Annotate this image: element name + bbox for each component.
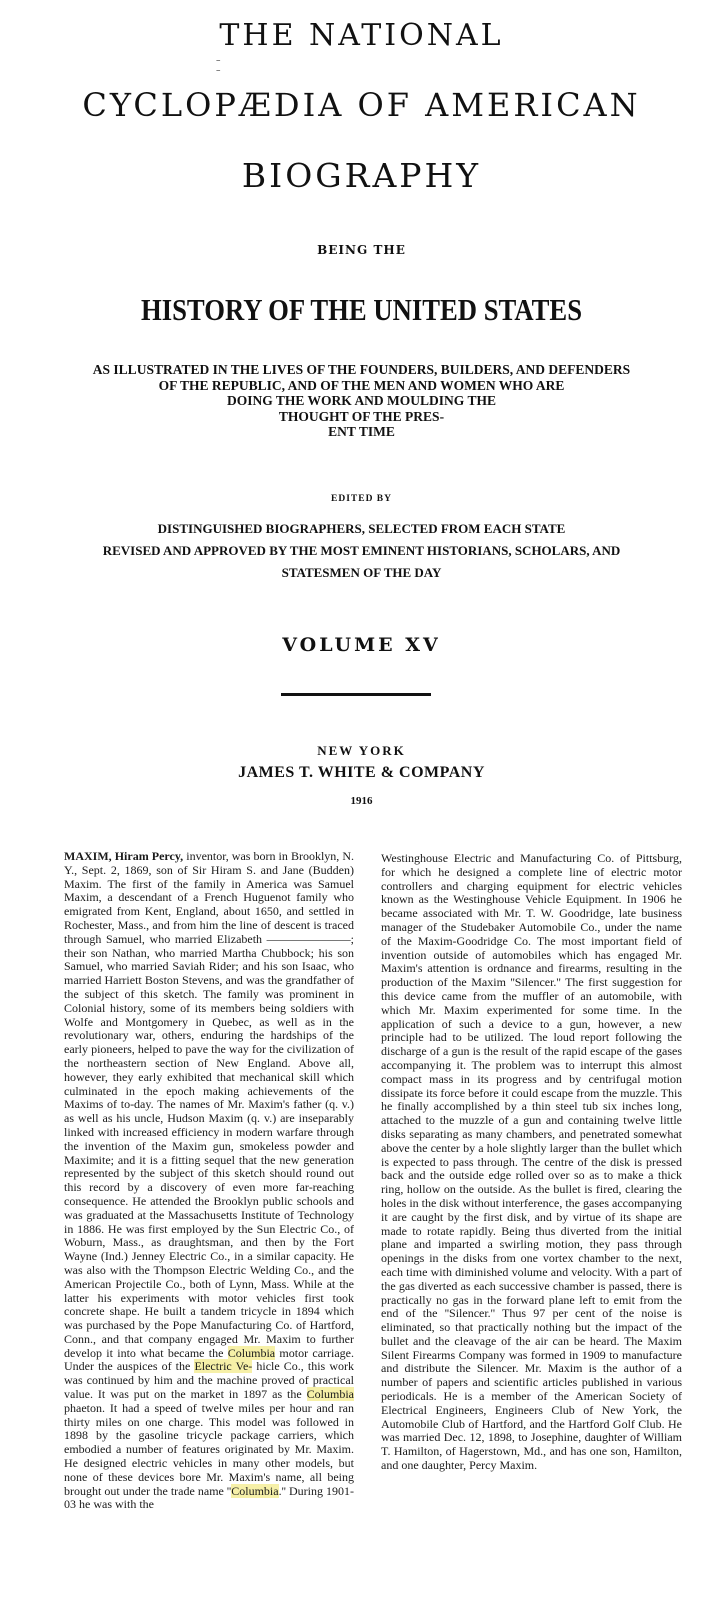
editors-line: DISTINGUISHED BIOGRAPHERS, SELECTED FROM EACH STATE <box>157 521 566 536</box>
editors-line: REVISED AND APPROVED BY THE MOST EMINENT HISTORIANS, SCHOLARS, AND <box>102 543 621 558</box>
article-column-right <box>381 852 682 1473</box>
title-line-3: BIOGRAPHY <box>241 156 482 195</box>
illustrated-line: ENT TIME <box>328 424 395 439</box>
publication-place: NEW YORK <box>317 743 406 758</box>
editors-line: STATESMEN OF THE DAY <box>281 565 442 580</box>
article-text: hicle Co., this work was continued by him and the machine proved of practical value. It was put on the market in 1897 as the <box>64 1359 354 1402</box>
illustrated-line: THOUGHT OF THE PRES- <box>278 408 445 424</box>
being-the-label: BEING THE <box>317 243 406 257</box>
publication-year: 1916 <box>350 795 373 807</box>
divider-rule <box>281 693 431 696</box>
article-text: phaeton. It had a speed of twelve miles per hour and ran thirty miles on one charge. This model was followed in 1898 by the gasoline tricycle package carriers, which embodied a number of features originated by Mr. Maxim. He designed electric vehicles in many other models, but none of these devices bore Mr. Maxim's name, all being brought out under the trade name '' <box>64 1400 354 1498</box>
illustrated-line: DOING THE WORK AND MOULDING THE <box>227 393 496 408</box>
volume-number: VOLUME XV <box>282 634 441 656</box>
edited-by-label: EDITED BY <box>331 494 392 504</box>
highlighted-term: Columbia <box>306 1387 354 1402</box>
highlighted-term: Electric Ve- <box>194 1359 253 1374</box>
highlighted-term: Columbia <box>231 1483 279 1498</box>
title-line-2: CYCLOPÆDIA OF AMERICAN <box>82 86 641 124</box>
article-paragraph: Westinghouse Electric and Manufacturing Co. of Pittsburg, for which he designed a complete line of electric motor controllers and charging equipment for electric vehicles known as the Westinghouse Vehicle Equipment. In 1906 he became associated with Mr. T. W. Goodridge, late business manager of the Studebaker Automobile Co., under the name of the Maxim-Goodridge Co. The most important field of invention outside of automobiles which has engaged Mr. Maxim's attention is ordnance and firearms, resulting in the production of the Maxim ''Silencer.'' The first suggestion for this device came from the muffler of an automobile, with which Mr. Maxim experimented for some time. In the application of such a device to a gun, however, a new principle had to be utilized. The loud report following the discharge of a gun is the result of the rapid escape of the gases accompanying it. The problem was to interrupt this almost compact mass in its progress and by centrifugal motion dissipate its force before it could escape from the muzzle. This he finally accomplished by a thin steel tub six inches long, attached to the muzzle of a gun and containing twelve little disks separating as many chambers, and penetrated somewhat above the center by a hole slightly larger than the bullet which is expected to pass through. The centre of the disk is pressed back and the outside edge rolled over so as to make a thick ring, hollow on the outside. As the bullet is fired, clearing the holes in the disk without interference, the gases accompanying it are caught by the first disk, and by virtue of its shape are made to rotate rapidly. Being thus diverted from the initial plane and imparted a swirling motion, they pass through openings in the disks from one vortex chamber to the next, each time with diminished volume and velocity. With a part of the gas diverted as each successive chamber is passed, there is practically no gas in the forward plane left to emit from the end of the ''Silencer.'' Thus 97 per cent of the noise is eliminated, so that practically nothing but the impact of the bullet and the cleavage of the air can be heard. The Maxim Silent Firearms Company was formed in 1909 to manufacture and distribute the Silencer. Mr. Maxim is the author of a number of papers and scientific articles published in various periodicals. He is a member of the American Society of Electrical Engineers, Engineers Club of New York, the Automobile Club of Hartford, and the Hartford Golf Club. He was married Dec. 12, 1898, to Josephine, daughter of William T. Hamilton, of Hagerstown, Md., and has one son, Hamilton, and one daughter, Percy Maxim. <box>381 851 682 1473</box>
article-paragraph <box>64 850 354 1512</box>
article-text: inventor, was born in Brooklyn, N. Y., Sept. 2, 1869, son of Sir Hiram S. and Jane (Budden) Maxim. The first of the family in America was Samuel Maxim, a descendant of a French Huguenot family who emigrated from Kent, England, about 1650, and settled in Rochester, Mass., and from him the line of descent is traced through Samuel, who married Elizabeth ———————; their son Nathan, who married Martha Chubbock; his son Samuel, who married Saviah Rider; and his son Isaac, who married Harriett Boston Stevens, and was the grandfather of the subject of this sketch. The family was prominent in Colonial history, some of its members being soldiers with Wolfe and Montgomery in Quebec, as well as in the revolutionary war, others, enduring the hardships of the early pioneers, helped to pave the way for the civilization of the northeastern section of New England. Above all, however, they early exhibited that mechanical skill which culminated in the epoch making achievements of the Maxims of to-day. The names of Mr. Maxim's father (q. v.) as well as his uncle, Hudson Maxim (q. v.) are inseparably linked with increased efficiency in modern warfare through the invention of the Maxim gun, smokeless powder and Maximite; and it is a fitting sequel that the new generation represented by the subject of this sketch should round out this record by a discovery of even more far-reaching consequence. He attended the Brooklyn public schools and was graduated at the Massachusetts Institute of Technology in 1886. He was first employed by the Sun Electric Co., of Woburn, Mass., as draughtsman, and then by the Fort Wayne (Ind.) Jenney Electric Co., in a similar capacity. He was also with the Thompson Electric Welding Co., and the American Projectile Co., both of Lynn, Mass. While at the latter his experiments with motor vehicles first took concrete shape. He built a tandem tricycle in 1894 which was purchased by the Pope Manufacturing Co. of Hartford, Conn., and that company engaged Mr. Maxim to further develop it into what became the <box>64 849 354 1360</box>
editors-statement <box>0 518 723 584</box>
ornament-mark: – – <box>216 56 221 76</box>
article-subject-name: MAXIM, Hiram Percy, <box>64 849 184 863</box>
title-line-1: THE NATIONAL <box>219 18 504 53</box>
article-text: motor carriage. Under the auspices of the <box>64 1345 355 1374</box>
history-heading: HISTORY OF THE UNITED STATES <box>140 292 583 327</box>
illustrated-line: AS ILLUSTRATED IN THE LIVES OF THE FOUNDERS, BUILDERS, AND DEFENDERS <box>92 362 631 377</box>
illustrated-subtitle <box>0 362 723 440</box>
illustrated-line: OF THE REPUBLIC, AND OF THE MEN AND WOMEN WHO ARE <box>158 377 565 393</box>
article-column-left <box>64 850 354 1512</box>
article-text: .'' During 1901-03 he was with the <box>64 1483 354 1512</box>
highlighted-term: Columbia <box>227 1345 276 1360</box>
publisher-name: JAMES T. WHITE & COMPANY <box>238 764 485 781</box>
